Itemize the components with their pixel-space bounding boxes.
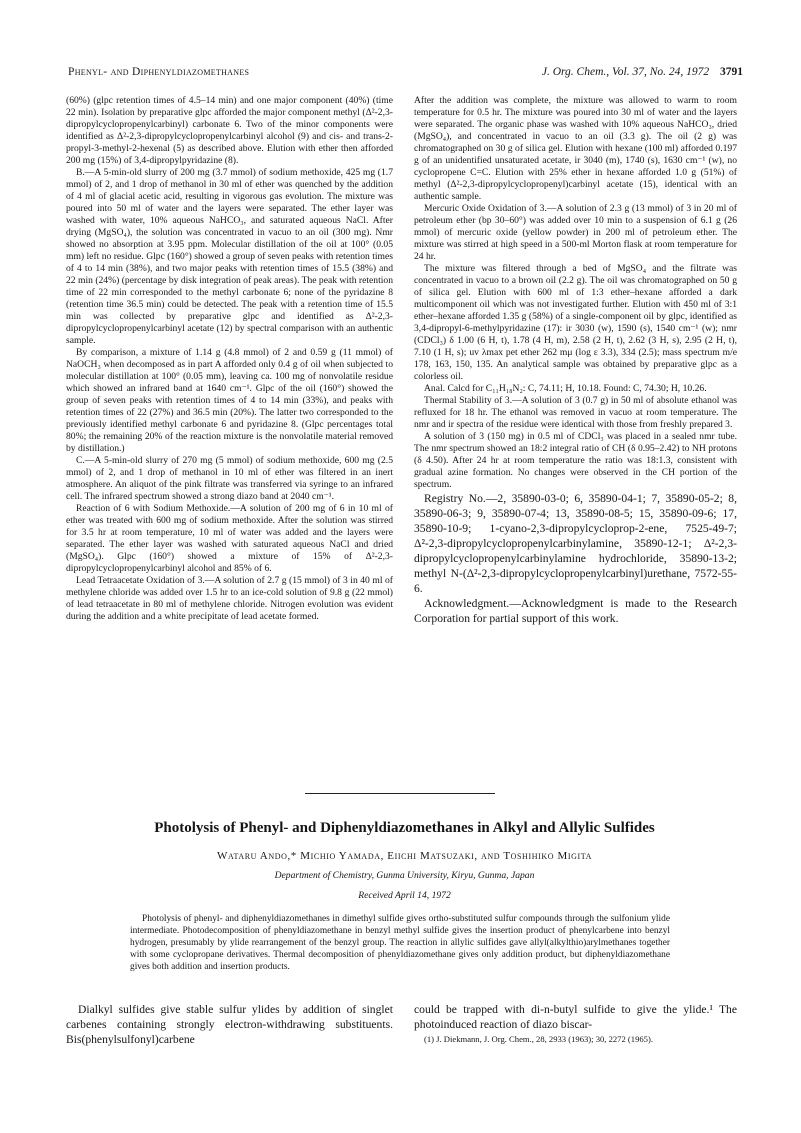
- registry-numbers: Registry No.—2, 35890-03-0; 6, 35890-04-1; 7, 35890-05-2; 8, 35890-06-3; 9, 35890-07-4; 13, 35890-08-5; 15, 35890-09-6; 17, 35890-10-9; 1-cyano-2,3-dipropylcycloprop-2-ene, 7525-49-7; Δ²-2,3-dipropylcyclopropenylcarbinylamine, 35890-12-1; Δ²-2,3-dipropylcyclopropenylcarbinylamine hydrochloride, 35890-13-2; methyl N-(Δ²-2,3-dipropylcyclopropenylcarbinyl)urethane, 7572-55-6.: [414, 492, 737, 595]
- journal-name: J. Org. Chem., Vol. 37, No. 24, 1972: [541, 66, 710, 78]
- paragraph: (60%) (glpc retention times of 4.5–14 min) and one major component (40%) (time 22 min). Isolation by preparative glpc afforded the major component methyl (Δ²-2,3-dipropylcyclopropenylcarbinyl) carbonate 6. Two of the minor components were identified as Δ²-2,3-dipropylcyclopropenylcarbinyl alcohol (9) and cis- and trans-2-propyl-3-methyl-2-hexenal (5) as described above. Elution with ether then afforded 200 mg (15%) of 3,4-dipropylpyridazine (8).: [66, 95, 393, 166]
- right-column: [414, 95, 737, 626]
- abstract: Photolysis of phenyl- and diphenyldiazomethanes in dimethyl sulfide gives ortho-substituted sulfur compounds through the sulfonium ylide intermediate. Photodecomposition of phenyldiazomethane in benzyl methyl sulfide gives the insertion product of phenylcarbene into benzyl hydrogen, presumably by ylide rearrangement of the benzyl group. The reaction in allylic sulfides gave allyl(alkylthio)arylmethanes together with some cyclopropane derivatives. Thermal decomposition of phenyldiazomethane gives only addition product, but diphenyldiazomethane gives both addition and insertion products.: [130, 914, 670, 972]
- acknowledgment: Acknowledgment.—Acknowledgment is made to the Research Corporation for partial support of this work.: [414, 597, 737, 625]
- running-header: [68, 66, 743, 82]
- paragraph: Thermal Stability of 3.—A solution of 3 (0.7 g) in 50 ml of absolute ethanol was refluxed for 18 hr. The ethanol was removed in vacuo at room temperature. The nmr and ir spectra of the residue were identical with those from freshly prepared 3.: [414, 395, 737, 430]
- article-authors: Wataru Ando,* Michio Yamada, Eiichi Matsuzaki, and Toshihiko Migita: [217, 850, 592, 862]
- paragraph: C.—A 5-min-old slurry of 270 mg (5 mmol) of sodium methoxide, 600 mg (2.5 mmol) of 2, and 1 drop of methanol in 10 ml of ether was filtered in an inert atmosphere. An aliquot of the pink filtrate was transferred via syringe to an infrared cell. The infrared spectrum showed a strong diazo band at 2040 cm⁻¹.: [66, 455, 393, 502]
- journal-citation: [542, 66, 743, 78]
- intro-paragraph-right: could be trapped with di-n-butyl sulfide to give the ylide.¹ The photoinduced reaction of diazo biscar-: [414, 1003, 737, 1031]
- paragraph: The mixture was filtered through a bed of MgSO₄ and the filtrate was concentrated in vacuo to a brown oil (2.2 g). The oil was chromatographed on 50 g of silica gel. Elution with 600 ml of 1:3 ether–hexane afforded a dark multicomponent oil which was not investigated further. Elution with 450 ml of 3:1 ether–hexane afforded 1.35 g (58%) of a single-component oil by glpc, identified as 3,4-dipropyl-6-methylpyridazine (17): ir 3030 (w), 1590 (s), 1540 cm⁻¹ (w); nmr (CDCl₃) δ 1.00 (6 H, t), 1.78 (4 H, m), 2.58 (2 H, t), 2.62 (3 H, s), 2.95 (2 H, t), 7.10 (1 H, s); uv λmax pet ether 262 mμ (log ε 3.3), 334 (2.5); mass spectrum m/e 178, 163, 150, 135. An analytical sample was obtained by preparative glpc as a colorless oil.: [414, 263, 737, 382]
- paragraph: After the addition was complete, the mixture was allowed to warm to room temperature for 0.5 hr. The mixture was poured into 30 ml of water and the layers were separated. The organic phase was washed with 10% aqueous NaHCO₃, dried (MgSO₄), and concentrated in vacuo to an oil (3.3 g). The oil (2 g) was chromatographed on 30 g of silica gel. Elution with hexane (100 ml) afforded 0.197 g of an unidentified unsaturated acetate, ir 3040 (m), 1740 (s), 1630 cm⁻¹ (w), no cyclopropene C=C. Elution with 25% ether in hexane afforded 1.0 g (51%) of methyl (Δ²-2,3-dipropylcyclopropenyl)carbinyl acetate (15), identical with an authentic sample.: [414, 95, 737, 202]
- paragraph: Mercuric Oxide Oxidation of 3.—A solution of 2.3 g (13 mmol) of 3 in 20 ml of petroleum ether (bp 30–60°) was added over 10 min to a suspension of 6.1 g (26 mmol) of mercuric oxide (yellow powder) in 200 ml of petroleum ether. The mixture was stirred at high speed in a 500-ml Morton flask at room temperature for 24 hr.: [414, 203, 737, 262]
- section-divider: [305, 793, 495, 794]
- received-date: Received April 14, 1972: [358, 890, 451, 901]
- paragraph: Lead Tetraacetate Oxidation of 3.—A solution of 2.7 g (15 mmol) of 3 in 40 ml of methylene chloride was added over 1.5 hr to an ice-cold solution of 9.8 g (22 mmol) of lead tetraacetate in 80 ml of methylene chloride. Nitrogen evolution was evident during the addition and a white precipitate of lead acetate formed.: [66, 575, 393, 622]
- paragraph: A solution of 3 (150 mg) in 0.5 ml of CDCl₃ was placed in a sealed nmr tube. The nmr spectrum showed an 18:2 integral ratio of CH (δ 0.95–2.42) to NH protons (δ 4.50). After 24 hr at room temperature the ratio was 18:1.3, consistent with gradual azine formation. No changes were observed in the CH portion of the spectrum.: [414, 431, 737, 490]
- paragraph: By comparison, a mixture of 1.14 g (4.8 mmol) of 2 and 0.59 g (11 mmol) of NaOCH₃ when decomposed as in part A afforded only 0.4 g of oil when subjected to molecular distillation at 100° (0.05 mm), leaving ca. 100 mg of nonvolatile residue which showed an infrared band at 1640 cm⁻¹. Glpc of the oil (160°) showed the group of seven peaks with retention times of 4 to 14 min (33%), and peaks with retention times of 22 (27%) and 36.5 min (20%). The latter two corresponded to the previously identified methyl carbonate 6 and pyridazine 8. (Glpc percentages total 80%; the remaining 20% of the reaction mixture is the nonvolatile material removed by distillation.): [66, 347, 393, 454]
- page-number: 3791: [720, 66, 743, 78]
- left-column: [66, 95, 393, 623]
- paragraph: Reaction of 6 with Sodium Methoxide.—A solution of 200 mg of 6 in 10 ml of ether was treated with 600 mg of sodium methoxide. After the solution was stirred for 3.5 hr at room temperature, 10 ml of water was added and the layers were separated. The ether layer was washed with saturated aqueous NaCl and dried (MgSO₄). Glpc (160°) showed a mixture of 15% of Δ²-2,3-dipropylcyclopropenylcarbinyl alcohol and 85% of 6.: [66, 503, 393, 574]
- paragraph: B.—A 5-min-old slurry of 200 mg (3.7 mmol) of sodium methoxide, 425 mg (1.7 mmol) of 2, and 1 drop of methanol in 30 ml of ether was quenched by the addition of 4 ml of glacial acetic acid, resulting in vigorous gas evolution. The mixture was poured into 50 ml of water and the layers were separated. The ether layer was washed with water, 10% aqueous NaHCO₃, and saturated aqueous NaCl. After drying (MgSO₄), the solution was concentrated in vacuo to an oil (300 mg). Nmr showed no absorption at 3.95 ppm. Molecular distillation of the oil at 100° (0.05 mm) left no residue. Glpc (160°) showed a group of seven peaks with retention times of 4 to 14 min (38%), and two major peaks with retention times of 15.5 (38%) and 22 min (24%) (percentage by disk integration of peak areas). The peak with retention time of 22 min corresponded to the methyl carbonate 6; none of the pyridazine 8 (retention time 36.5 min) could be detected. The peak with a retention time of 15.5 min was collected by preparative glpc and identified as Δ²-2,3-dipropylcyclopropenylcarbinyl acetate (12) by spectral comparison with an authentic sample.: [66, 167, 394, 346]
- article-title: Photolysis of Phenyl- and Diphenyldiazomethanes in Alkyl and Allylic Sulfides: [154, 820, 655, 836]
- footnote: (1) J. Diekmann, J. Org. Chem., 28, 2933 (1963); 30, 2272 (1965).: [424, 1034, 653, 1044]
- running-title: Phenyl- and Diphenyldiazomethanes: [68, 66, 250, 78]
- paragraph: Anal. Calcd for C₁₁H₁₈N₂: C, 74.11; H, 10.18. Found: C, 74.30; H, 10.26.: [424, 383, 707, 394]
- intro-paragraph-left: Dialkyl sulfides give stable sulfur ylides by addition of singlet carbenes containing strongly electron-withdrawing substituents. Bis(phenylsulfonyl)carbene: [66, 1003, 393, 1046]
- article-affiliation: Department of Chemistry, Gunma University, Kiryu, Gunma, Japan: [274, 870, 535, 881]
